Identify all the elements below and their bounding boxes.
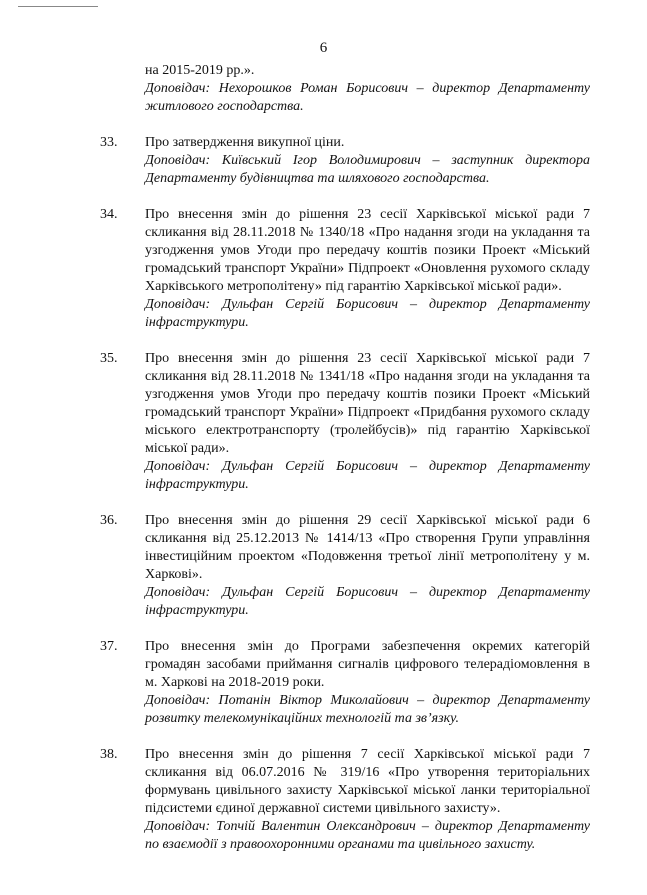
item-number: 37. xyxy=(100,639,118,654)
item-text: Про затвердження викупної ціни. xyxy=(145,135,345,150)
agenda-item-36 xyxy=(100,512,590,620)
item-number: 33. xyxy=(100,135,118,150)
item-number: 34. xyxy=(100,207,118,222)
item-text: Про внесення змін до Програми забезпечення окремих категорій громадян засобами приймання сигналів цифрового телерадіомовлення в м. Харкові на 2018-2019 роки. xyxy=(145,639,590,690)
item-reporter: Доповідач: Київський Ігор Володимирович – заступник директора Департаменту будівництва та шляхового господарства. xyxy=(145,153,590,186)
item-reporter: Доповідач: Дульфан Сергій Борисович – директор Департаменту інфраструктури. xyxy=(145,459,590,492)
item-text: на 2015-2019 рр.». xyxy=(145,63,255,78)
item-text: Про внесення змін до рішення 7 сесії Харківської міської ради 7 скликання від 06.07.2016 № 319/16 «Про утворення територіальних формувань цивільного захисту Харківської міської ланки територіальної підсистеми єдиної державної системи цивільного захисту». xyxy=(145,747,590,816)
agenda-item-34 xyxy=(100,206,590,332)
item-text: Про внесення змін до рішення 29 сесії Харківської міської ради 6 скликання від 25.12.2013 № 1414/13 «Про створення Групи управління інвестиційним проектом «Подовження третьої лінії метрополітену у м. Харкові». xyxy=(145,513,590,582)
agenda-item-continuation xyxy=(100,62,590,116)
item-reporter: Доповідач: Потанін Віктор Миколайович – директор Департаменту розвитку телекомунікаційних технологій та зв’язку. xyxy=(145,693,590,726)
item-reporter: Доповідач: Дульфан Сергій Борисович – директор Департаменту інфраструктури. xyxy=(145,297,590,330)
item-text: Про внесення змін до рішення 23 сесії Харківської міської ради 7 скликання від 28.11.2018 № 1341/18 «Про надання згоди на укладання та узгодження умов Угоди про передачу коштів позики Проект «Міський громадський транспорт України» Підпроект «Придбання рухомого складу міського електротранспорту (тролейбусів)» під гарантію Харківської міської ради». xyxy=(145,351,590,456)
item-number: 38. xyxy=(100,747,118,762)
item-reporter: Доповідач: Топчій Валентин Олександрович – директор Департаменту по взаємодії з правоохоронними органами та цивільного захисту. xyxy=(145,819,590,852)
agenda-item-35 xyxy=(100,350,590,494)
item-number: 35. xyxy=(100,351,118,366)
item-text: Про внесення змін до рішення 23 сесії Харківської міської ради 7 скликання від 28.11.2018 № 1340/18 «Про надання згоди на укладання та узгодження умов Угоди про передачу коштів позики Проект «Міський громадський транспорт України» Підпроект «Оновлення рухомого складу Харківського метрополітену» під гарантію Харківської міської ради». xyxy=(145,207,590,294)
item-reporter: Доповідач: Дульфан Сергій Борисович – директор Департаменту інфраструктури. xyxy=(145,585,590,618)
item-reporter: Доповідач: Нехорошков Роман Борисович – директор Департаменту житлового господарства. xyxy=(145,81,590,114)
item-number: 36. xyxy=(100,513,118,528)
agenda-list xyxy=(100,62,590,854)
agenda-item-33 xyxy=(100,134,590,188)
agenda-item-37 xyxy=(100,638,590,728)
agenda-item-38 xyxy=(100,746,590,854)
scan-edge-line xyxy=(18,6,98,7)
page-number: 6 xyxy=(319,40,328,56)
